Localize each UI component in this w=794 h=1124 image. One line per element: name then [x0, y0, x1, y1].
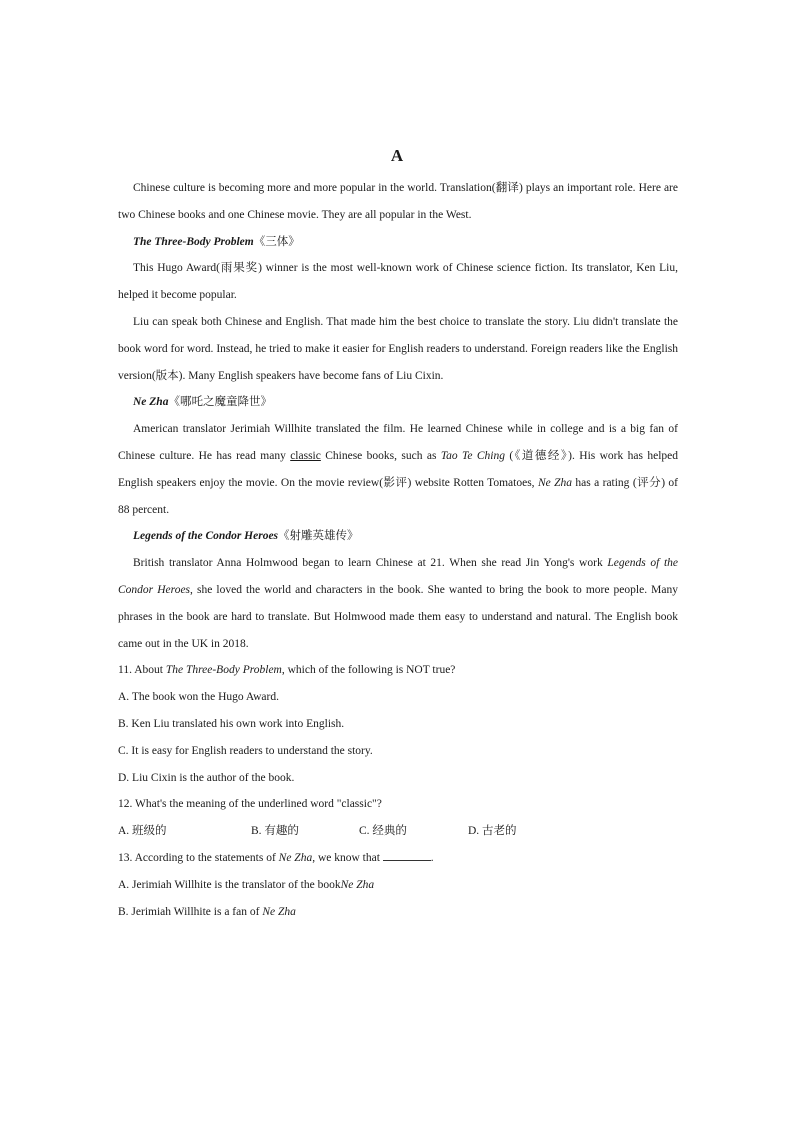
- question-12-option-b: B. 有趣的: [251, 825, 299, 838]
- italic-title: The Three-Body Problem: [165, 664, 282, 677]
- text-run: has a rating (评分) of 88 percent.: [118, 476, 678, 516]
- text-run: , we know that: [312, 851, 383, 864]
- section-heading-three-body: [118, 229, 678, 256]
- section-heading-condor-heroes: [118, 523, 678, 550]
- text-run: A. Jerimiah Willhite is the translator of the book: [118, 878, 341, 891]
- ne-zha-paragraph: [118, 416, 678, 523]
- section-title-en: Legends of the Condor Heroes: [133, 530, 279, 543]
- question-12-options: [118, 818, 678, 845]
- passage-content: [118, 175, 678, 925]
- text-run: British translator Anna Holmwood began to learn Chinese at 21. When she read Jin Yong's work: [133, 557, 608, 570]
- text-run: B. Jerimiah Willhite is a fan of: [118, 905, 263, 918]
- text-run: 11. About: [118, 664, 166, 677]
- italic-title: Ne Zha: [537, 476, 573, 489]
- text-run: American translator Jerimiah Willhite translated the film. He learned Chinese while in college and is a big fan of Chinese culture. He has read many: [118, 423, 678, 462]
- section-title-zh: 《三体》: [253, 235, 300, 248]
- question-11-stem: [118, 657, 678, 684]
- text-run: , which of the following is NOT true?: [281, 664, 456, 677]
- question-13-stem: [118, 845, 678, 872]
- text-run: (《道德经》). His work has helped English speakers enjoy the movie. On the movie review(影评) website Rotten Tomatoes,: [118, 449, 678, 489]
- text-run: , she loved the world and characters in the book. She wanted to bring the book to more people. Many phrases in the book are hard to translate. But Holmwood made them easy to understand and natural. The English book came out in the UK in 2018.: [118, 583, 679, 650]
- answer-blank: [383, 850, 431, 861]
- passage-title: A: [390, 146, 404, 165]
- italic-title: Ne Zha: [262, 905, 296, 918]
- question-11-option-c: C. It is easy for English readers to understand the story.: [118, 744, 373, 757]
- question-12-option-a: A. 班级的: [118, 825, 167, 838]
- question-11-option-d: D. Liu Cixin is the author of the book.: [118, 771, 295, 784]
- condor-heroes-paragraph: [118, 550, 678, 657]
- section-title-zh: 《射雕英雄传》: [278, 530, 359, 543]
- italic-title: Legends of the Condor Heroes: [118, 557, 678, 596]
- section-heading-ne-zha: [118, 389, 678, 416]
- question-12-option-c: C. 经典的: [359, 825, 407, 838]
- question-12-stem: 12. What's the meaning of the underlined word "classic"?: [118, 798, 382, 811]
- three-body-paragraph-2: Liu can speak both Chinese and English. That made him the best choice to translate the story. Liu didn't translate the book word for word. Instead, he tried to make it easier for English readers to understand. Foreign readers like the English version(版本). Many English speakers have become fans of Liu Cixin.: [118, 315, 678, 382]
- question-11-option-b: B. Ken Liu translated his own work into English.: [118, 717, 345, 730]
- text-run: 13. According to the statements of: [118, 851, 279, 864]
- text-run: Chinese books, such as: [320, 449, 441, 462]
- section-title-en: The Three-Body Problem: [133, 235, 254, 248]
- section-title-zh: 《哪吒之魔童降世》: [168, 396, 272, 409]
- question-13-option-a: [118, 872, 678, 899]
- question-12-option-d: D. 古老的: [468, 825, 517, 838]
- italic-title: Ne Zha: [340, 878, 375, 891]
- section-title-en: Ne Zha: [133, 396, 169, 409]
- three-body-paragraph-1: This Hugo Award(雨果奖) winner is the most well-known work of Chinese science fiction. Its translator, Ken Liu, helped it become popular.: [118, 262, 678, 302]
- underlined-word-classic: classic: [290, 449, 321, 462]
- text-run: .: [430, 851, 434, 864]
- intro-paragraph: Chinese culture is becoming more and more popular in the world. Translation(翻译) plays an important role. Here are two Chinese books and one Chinese movie. They are all popular in the West.: [118, 182, 678, 221]
- question-13-option-b: [118, 899, 678, 926]
- italic-title: Tao Te Ching: [440, 449, 505, 462]
- question-11-option-a: A. The book won the Hugo Award.: [118, 691, 279, 704]
- italic-title: Ne Zha: [278, 851, 313, 864]
